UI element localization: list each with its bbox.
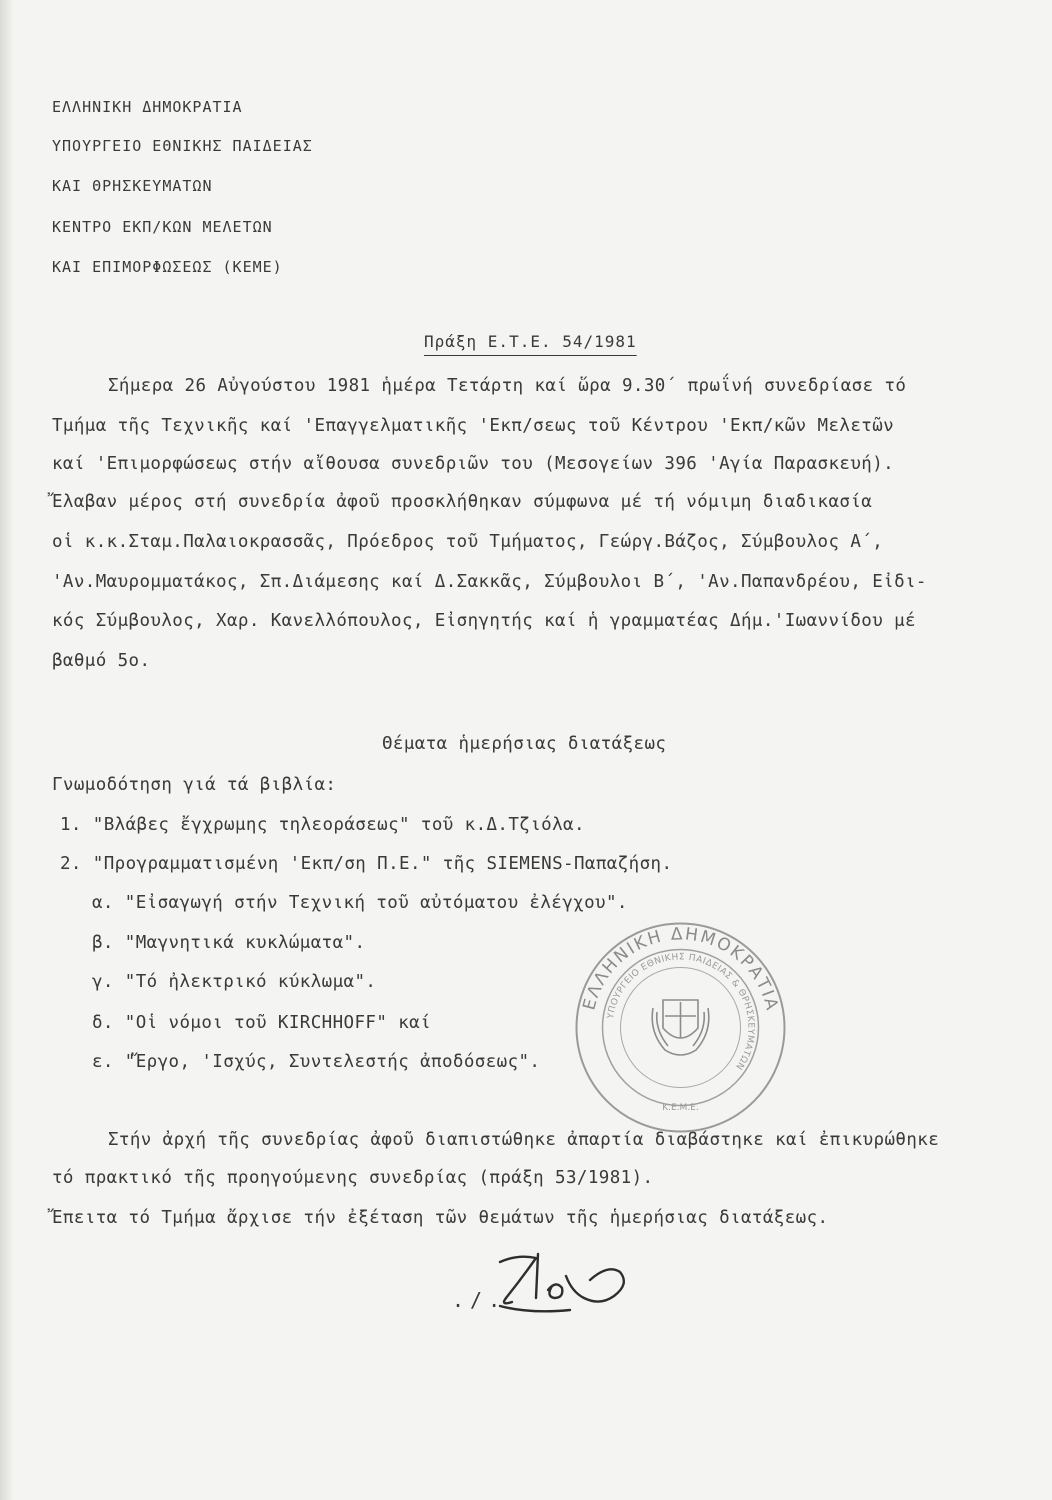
svg-text:ΕΛΛΗΝΙΚΗ ΔΗΜΟΚΡΑΤΙΑ: ΕΛΛΗΝΙΚΗ ΔΗΜΟΚΡΑΤΙΑ xyxy=(579,924,783,1014)
intro-line-7: κός Σύμβουλος, Χαρ. Κανελλόπουλος, Εἰσηγητής καί ἡ γραμματέας Δήμ.'Ιωαννίδου μέ xyxy=(52,611,916,631)
closing-line-3: Ἔπειτα τό Τμήμα ἄρχισε τήν ἐξέταση τῶν θεμάτων τῆς ἡμερήσιας διατάξεως. xyxy=(52,1208,829,1228)
agenda-subitem-d: δ. "Οἱ νόμοι τοῦ KIRCHHOFF" καί xyxy=(92,1013,432,1033)
intro-line-2: Τμήμα τῆς Τεχνικῆς καί 'Επαγγελματικῆς 'Εκπ/σεως τοῦ Κέντρου 'Εκπ/κῶν Μελετῶν xyxy=(52,416,895,436)
header-line-3: ΚΑΙ ΘΡΗΣΚΕΥΜΑΤΩΝ xyxy=(52,177,213,195)
agenda-subitem-e: ε. "Ἔργο, 'Ισχύς, Συντελεστής ἀποδόσεως". xyxy=(92,1052,541,1072)
intro-line-8: βαθμό 5ο. xyxy=(52,651,151,671)
svg-text:ΥΠΟΥΡΓΕΙΟ ΕΘΝΙΚΗΣ ΠΑΙΔΕΙΑΣ & Θ: ΥΠΟΥΡΓΕΙΟ ΕΘΝΙΚΗΣ ΠΑΙΔΕΙΑΣ & ΘΡΗΣΚΕΥΜΑΤΩΝ xyxy=(606,952,756,1072)
closing-line-2: τό πρακτικό τῆς προηγούμενης συνεδρίας (πράξη 53/1981). xyxy=(52,1168,654,1188)
intro-line-6: 'Αν.Μαυρομματάκος, Σπ.Διάμεσης καί Δ.Σακκᾶς, Σύμβουλοι Β΄, 'Αν.Παπανδρέου, Εἰδι- xyxy=(52,572,927,592)
continuation-mark: ./. xyxy=(452,1288,507,1312)
handwritten-signature xyxy=(440,1240,640,1325)
agenda-subitem-b: β. "Μαγνητικά κυκλώματα". xyxy=(92,933,366,953)
agenda-subtitle: Γνωμοδότηση γιά τά βιβλία: xyxy=(52,775,337,795)
intro-line-3: καί 'Επιμορφώσεως στήν αἴθουσα συνεδριῶν του (Μεσογείων 396 'Αγία Παρασκευή). xyxy=(52,454,895,474)
svg-text:Κ.Ε.Μ.Ε.: Κ.Ε.Μ.Ε. xyxy=(662,1103,699,1113)
intro-line-1: Σήμερα 26 Αὐγούστου 1981 ἡμέρα Τετάρτη καί ὥρα 9.30΄ πρωΐνή συνεδρίασε τό xyxy=(108,376,907,396)
header-line-5: ΚΑΙ ΕΠΙΜΟΡΦΩΣΕΩΣ (ΚΕΜΕ) xyxy=(52,258,283,276)
agenda-item-2: 2. "Προγραμματισμένη 'Εκπ/ση Π.Ε." τῆς SIEMENS-Παπαζήση. xyxy=(60,854,673,874)
header-line-1: ΕΛΛΗΝΙΚΗ ΔΗΜΟΚΡΑΤΙΑ xyxy=(52,98,243,116)
act-reference: Πράξη Ε.Τ.Ε. 54/1981 xyxy=(424,332,637,351)
official-seal-stamp xyxy=(573,920,788,1135)
closing-line-1: Στήν ἀρχή τῆς συνεδρίας ἀφοῦ διαπιστώθηκε ἀπαρτία διαβάστηκε καί ἐπικυρώθηκε xyxy=(108,1130,940,1150)
agenda-title: Θέματα ἡμερήσιας διατάξεως xyxy=(382,734,667,754)
header-line-4: ΚΕΝΤΡΟ ΕΚΠ/ΚΩΝ ΜΕΛΕΤΩΝ xyxy=(52,218,273,236)
agenda-subitem-c: γ. "Τό ἠλεκτρικό κύκλωμα". xyxy=(92,972,377,992)
intro-line-4: Ἔλαβαν μέρος στή συνεδρία ἀφοῦ προσκλήθηκαν σύμφωνα μέ τή νόμιμη διαδικασία xyxy=(52,492,873,512)
header-line-2: ΥΠΟΥΡΓΕΙΟ ΕΘΝΙΚΗΣ ΠΑΙΔΕΙΑΣ xyxy=(52,137,313,155)
agenda-item-1: 1. "Βλάβες ἔγχρωμης τηλεοράσεως" τοῦ κ.Δ.Τζιόλα. xyxy=(60,815,585,835)
intro-line-5: οἱ κ.κ.Σταμ.Παλαιοκρασσᾶς, Πρόεδρος τοῦ Τμήματος, Γεώργ.Βάζος, Σύμβουλος Α΄, xyxy=(52,532,884,552)
agenda-subitem-a: α. "Εἰσαγωγή στήν Τεχνική τοῦ αὐτόματου ἐλέγχου". xyxy=(92,893,628,913)
page-edge-shadow xyxy=(0,0,14,1500)
